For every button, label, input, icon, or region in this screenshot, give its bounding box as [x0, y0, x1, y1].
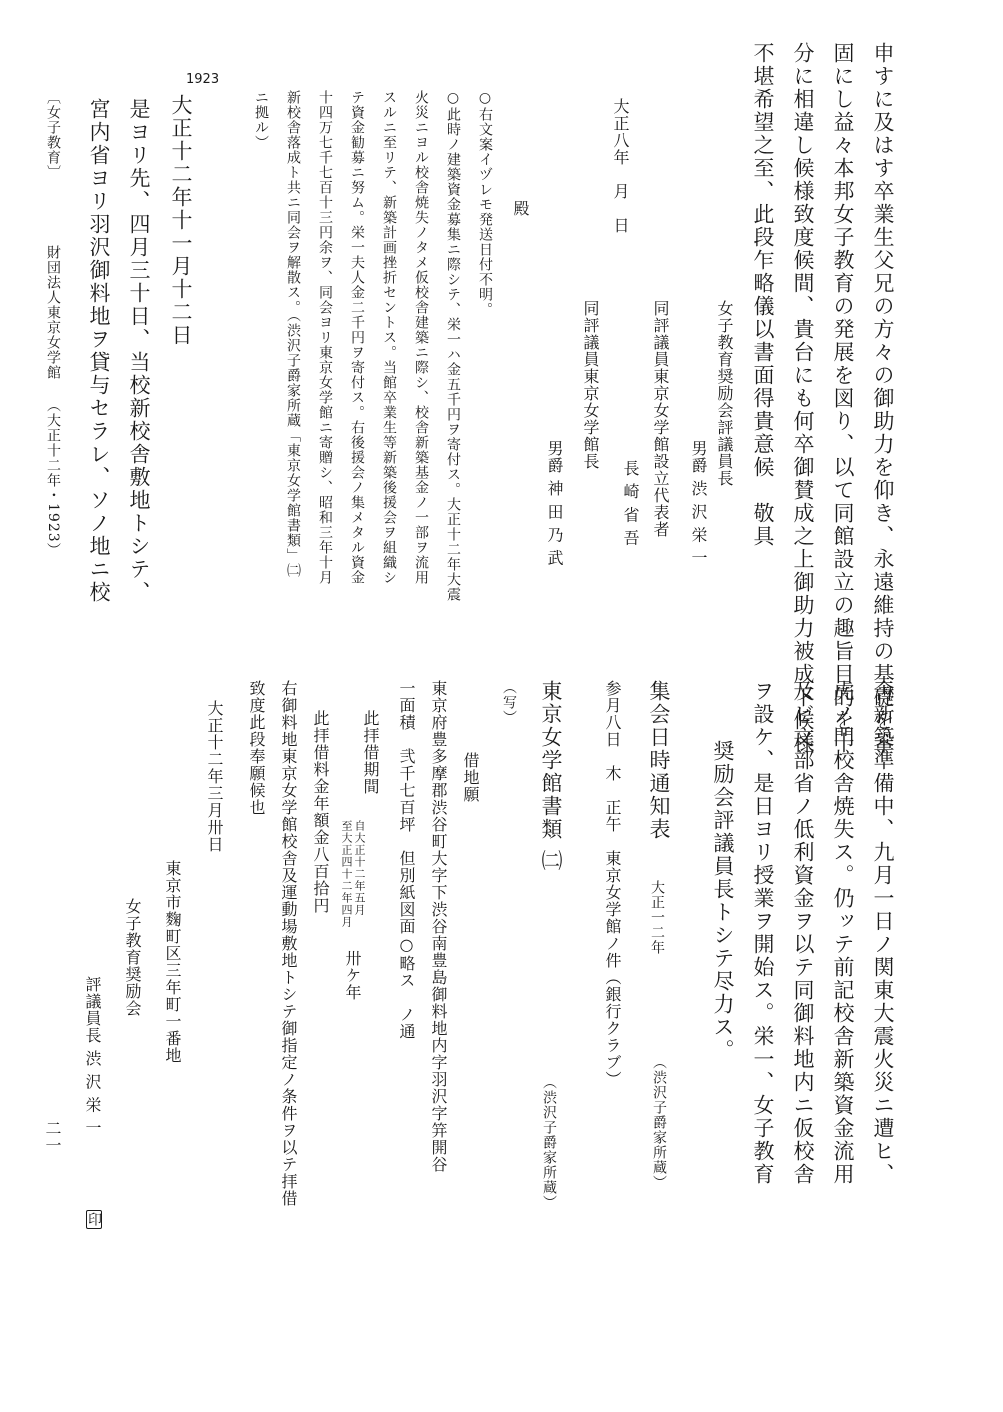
- letter-line-4: 不堪希望之至、此段乍略儀以書面得貴意候 敬具: [751, 42, 775, 548]
- notice-source: （渋沢子爵家所蔵）: [651, 1055, 667, 1190]
- note-2-line-7: ニ拠ル）: [253, 90, 269, 150]
- seal-mark: 印: [86, 1212, 102, 1227]
- note-2-line-4: テ資金勧募ニ努ム。栄一夫人金二千円ヲ寄付ス。右後援会ノ集メタル資金: [349, 90, 365, 585]
- running-header-year: （大正十二年・1923）: [45, 398, 61, 558]
- letter-line-2: 固にし益々本邦女子教育の発展を図り、以て同館設立の趣旨目的を十: [831, 42, 855, 755]
- running-header-org: 財団法人東京女学館: [45, 245, 61, 380]
- entry-line-3: 舎新築準備中、九月一日ノ関東大震火災ニ遭ヒ、: [871, 680, 895, 1186]
- signer-3-name: 男爵 神 田 乃 武: [545, 440, 564, 567]
- entry-date-heading: 大正十二年十一月十二日: [169, 94, 193, 347]
- note-1: ○右文案イヅレモ発送日付不明。: [477, 90, 493, 317]
- note-2-line-1: ○此時ノ建築資金募集ニ際シテ、栄一ハ金五千円ヲ寄付ス。大正十二年大震: [445, 90, 461, 602]
- request-line-1: 右御料地東京女学館校舎及運動場敷地トシテ御指定ノ条件ヲ以テ拝借: [279, 680, 298, 1207]
- entry-line-1: 是ヨリ先、四月三十日、当校新校舎敷地トシテ、: [127, 98, 151, 604]
- entry-line-2: 宮内省ヨリ羽沢御料地ヲ貸与セラレ、ソノ地ニ校: [87, 98, 111, 604]
- period-total: 卅ケ年: [343, 950, 362, 1001]
- signer-2-name: 長 崎 省 吾: [621, 460, 640, 547]
- applicant-org: 女子教育奨励会: [123, 898, 142, 1017]
- lease-fee: 此拝借料金年額金八百拾円: [311, 710, 330, 914]
- notice-title: 集会日時通知表: [647, 680, 671, 841]
- period-from: 自大正十二年五月: [353, 820, 366, 916]
- note-2-line-3: スルニ至リテ、新築計画挫折セントス。当館卒業生等新築後援会ヲ組織シ: [381, 90, 397, 585]
- notice-entry: 参月八日 木 正午 東京女学館ノ件（銀行クラブ）: [603, 680, 622, 1088]
- western-year: 1923: [186, 72, 220, 87]
- letter-line-1: 申すに及はす卒業生父兄の方々の御助力を仰き、永遠維持の基礎を鞏: [871, 42, 895, 755]
- entry-line-5: 及ビ文部省ノ低利資金ヲ以テ同御料地内ニ仮校舎: [791, 680, 815, 1186]
- application-title: 借地願: [461, 752, 480, 803]
- entry-line-7: 奨励会評議員長トシテ尽力ス。: [711, 740, 735, 1062]
- note-2-line-5: 十四万七千七百十三円余ヲ、同会ヨリ東京女学館ニ寄贈シ、昭和三年十月: [317, 90, 333, 585]
- signer-1-title: 女子教育奨励会評議員長: [715, 300, 734, 487]
- application-location: 東京府豊多摩郡渋谷町大字下渋谷南豊島御料地内字羽沢字笄開谷: [429, 680, 448, 1173]
- signer-3-title: 同評議員東京女学館長: [581, 300, 600, 470]
- entry-line-6: ヲ設ケ、是日ヨリ授業ヲ開始ス。栄一、女子教育: [751, 680, 775, 1186]
- applicant-address: 東京市麴町区三年町一番地: [163, 860, 182, 1064]
- docs-title: 東京女学館書類 ㈡: [539, 680, 563, 873]
- note-2-line-6: 新校舎落成ト共ニ同会ヲ解散ス。（渋沢子爵家所蔵「東京女学館書類」㈡: [285, 90, 301, 578]
- entry-line-4: 虎ノ門校舎焼失ス。仍ッテ前記校舎新築資金流用: [831, 680, 855, 1186]
- letter-addressee: 殿: [511, 200, 530, 217]
- signer-1-name: 男爵 渋 沢 栄 一: [689, 440, 708, 567]
- period-to: 至大正四十二年四月: [340, 820, 353, 928]
- application-date: 大正十二年三月卅日: [205, 700, 224, 853]
- notice-year: 大正一二年: [649, 880, 665, 955]
- letter-line-3: 分に相違し候様致度候間、貴台にも何卒御賛成之上御助力被成下候様: [791, 42, 815, 755]
- signer-2-title: 同評議員東京女学館設立代表者: [651, 300, 670, 538]
- letter-date: 大正八年 月 日: [611, 98, 630, 234]
- request-line-2: 致度此段奉願候也: [247, 680, 266, 816]
- applicant-signer: 評議員長 渋 沢 栄 一: [83, 976, 102, 1137]
- running-header-tag: 〔女子教育〕: [45, 90, 61, 180]
- note-2-line-2: 火災ニヨル校舎焼失ノタメ仮校舎建築ニ際シ、校舎新築基金ノ一部ヲ流用: [413, 90, 429, 585]
- page-number: 二一: [43, 1120, 62, 1154]
- application-area: 一面積 弐千七百坪 但別紙図面○略ス ノ通: [397, 680, 416, 1040]
- copy-mark: （写）: [501, 680, 517, 725]
- docs-source: （渋沢子爵家所蔵）: [541, 1075, 557, 1210]
- period-label: 此拝借期間: [361, 710, 380, 795]
